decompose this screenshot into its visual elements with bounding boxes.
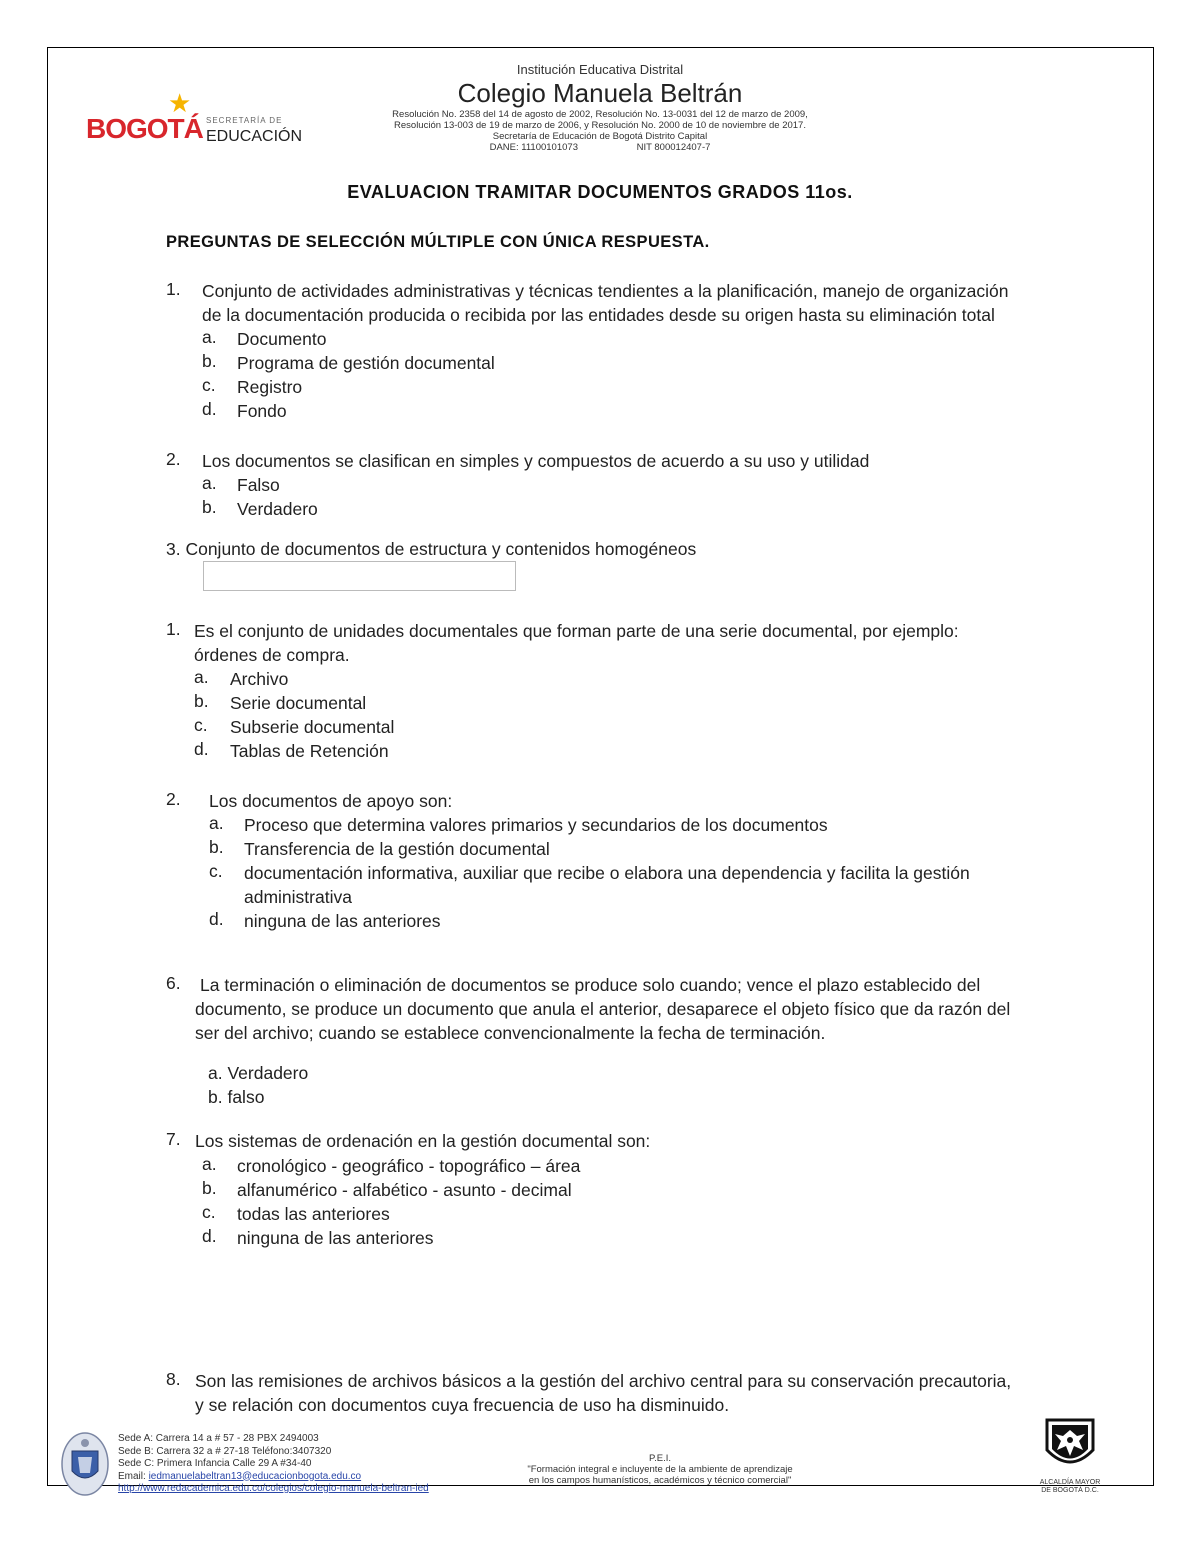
secretaria-line: Secretaría de Educación de Bogotá Distrito Capital	[492, 131, 708, 142]
q7-text-line1: Los sistemas de ordenación en la gestión documental son:	[195, 1131, 651, 1151]
q2-option-letter: a.	[202, 473, 217, 493]
q7-option-b[interactable]: alfanumérico - alfabético - asunto - decimal	[237, 1180, 572, 1200]
q7-option-c[interactable]: todas las anteriores	[237, 1204, 390, 1224]
q4-option-letter: b.	[194, 691, 209, 711]
q3-text: 3. Conjunto de documentos de estructura y contenidos homogéneos	[166, 539, 697, 559]
q7-option-letter: c.	[202, 1202, 216, 1222]
q3-answer-box[interactable]	[203, 561, 516, 591]
q5-number: 2.	[166, 789, 181, 809]
alcaldia-caption: ALCALDÍA MAYOR DE BOGOTÁ D.C.	[1039, 1479, 1101, 1494]
email-label: Email:	[118, 1470, 149, 1482]
resolution-line-1: Resolución No. 2358 del 14 de agosto de 2002, Resolución No. 13-0031 del 12 de marzo de 2009,	[392, 109, 808, 120]
q5-option-c[interactable]: documentación informativa, auxiliar que recibe o elabora una dependencia y facilita la gestión	[244, 863, 970, 883]
q5-option-d[interactable]: ninguna de las anteriores	[244, 911, 441, 931]
q2-option-letter: b.	[202, 497, 217, 517]
sede-a: Sede A: Carrera 14 a # 57 - 28 PBX 2494003	[118, 1433, 319, 1444]
q1-option-a[interactable]: Documento	[237, 329, 327, 349]
logo-secretaria-text: SECRETARÍA DE	[206, 116, 283, 125]
q1-option-c[interactable]: Registro	[237, 377, 303, 397]
logo-educacion-text: EDUCACIÓN	[206, 128, 303, 145]
section-title: PREGUNTAS DE SELECCIÓN MÚLTIPLE CON ÚNICA RESPUESTA.	[166, 233, 710, 251]
q4-option-b[interactable]: Serie documental	[230, 693, 367, 713]
q6-number: 6.	[166, 973, 181, 993]
q6-text-line2: documento, se produce un documento que anula el anterior, desaparece el objeto físico que da razón del	[195, 999, 1011, 1019]
q4-number: 1.	[166, 619, 181, 639]
q8-text-line1: Son las remisiones de archivos básicos a la gestión del archivo central para su conservación precautoria,	[195, 1371, 1012, 1391]
institution-header	[350, 62, 850, 153]
q5-option-a[interactable]: Proceso que determina valores primarios y secundarios de los documentos	[244, 815, 828, 835]
email-link[interactable]: iedmanuelabeltran13@educacionbogota.edu.co	[148, 1470, 362, 1482]
footer-pei	[480, 1453, 840, 1486]
school-name: Colegio Manuela Beltrán	[457, 78, 743, 108]
q6-text-line3: ser del archivo; cuando se establece convencionalmente la fecha de terminación.	[195, 1023, 826, 1043]
page-title: EVALUACION TRAMITAR DOCUMENTOS GRADOS 11os.	[347, 182, 853, 202]
q4-option-a[interactable]: Archivo	[230, 669, 289, 689]
q5-option-b[interactable]: Transferencia de la gestión documental	[244, 839, 550, 859]
alcaldia-logo	[1038, 1416, 1102, 1495]
dane-code: DANE: 11100101073	[489, 142, 578, 153]
nit-code: NIT 800012407-7	[636, 142, 711, 153]
q7-option-letter: a.	[202, 1154, 217, 1174]
logo-bogota-text: BOGOTÁ	[86, 113, 203, 144]
q4-text-line1: Es el conjunto de unidades documentales que forman parte de una serie documental, por ejemplo:	[194, 621, 959, 641]
q1-text-line2: de la documentación producida o recibida por las entidades desde su origen hasta su eliminación total	[202, 305, 995, 325]
q7-option-letter: b.	[202, 1178, 217, 1198]
q5-option-letter: b.	[209, 837, 224, 857]
q6-option-a[interactable]: a. Verdadero	[208, 1063, 309, 1083]
q4-option-d[interactable]: Tablas de Retención	[230, 741, 389, 761]
institution-line: Institución Educativa Distrital	[516, 62, 684, 77]
bogota-education-logo	[86, 88, 316, 150]
q2-text-line1: Los documentos se clasifican en simples y compuestos de acuerdo a su uso y utilidad	[202, 451, 870, 471]
q1-option-letter: b.	[202, 351, 217, 371]
q5-text-line1: Los documentos de apoyo son:	[209, 791, 453, 811]
q5-option-letter: d.	[209, 909, 224, 929]
q4-option-letter: d.	[194, 739, 209, 759]
q1-number: 1.	[166, 279, 181, 299]
email-row	[118, 1471, 429, 1484]
resolution-line-2: Resolución 13-003 de 19 de marzo de 2006, y Resolución No. 2000 de 10 de noviembre de 2017.	[394, 120, 806, 131]
q5-option-letter: c.	[209, 861, 223, 881]
q7-option-letter: d.	[202, 1226, 217, 1246]
sede-c: Sede C: Primera Infancia Calle 29 A #34-40	[118, 1458, 312, 1469]
q2-option-b[interactable]: Verdadero	[237, 499, 318, 519]
q1-option-letter: a.	[202, 327, 217, 347]
motto-line-2: en los campos humanísticos, académicos y técnico comercial"	[528, 1475, 792, 1486]
q7-option-a[interactable]: cronológico - geográfico - topográfico – área	[237, 1156, 581, 1176]
q7-number: 7.	[166, 1129, 181, 1149]
school-crest-icon	[60, 1431, 110, 1497]
q6-option-b[interactable]: b. falso	[208, 1087, 265, 1107]
q6-text-line1: La terminación o eliminación de documentos se produce solo cuando; vence el plazo establecido del	[200, 975, 981, 995]
q4-option-letter: a.	[194, 667, 209, 687]
q1-option-b[interactable]: Programa de gestión documental	[237, 353, 495, 373]
q4-option-letter: c.	[194, 715, 208, 735]
q1-option-d[interactable]: Fondo	[237, 401, 287, 421]
q1-text-line1: Conjunto de actividades administrativas y técnicas tendientes a la planificación, manejo de organización	[202, 281, 1009, 301]
q1-option-letter: d.	[202, 399, 217, 419]
page-border	[47, 47, 1154, 1486]
q1-option-letter: c.	[202, 375, 216, 395]
website-link[interactable]: http://www.redacademica.edu.co/colegios/colegio-manuela-beltran-ied	[118, 1483, 429, 1494]
q8-number: 8.	[166, 1369, 181, 1389]
bogota-coat-of-arms-icon	[1041, 1416, 1099, 1474]
q4-option-c[interactable]: Subserie documental	[230, 717, 395, 737]
q5-option-letter: a.	[209, 813, 224, 833]
q2-option-a[interactable]: Falso	[237, 475, 280, 495]
q2-number: 2.	[166, 449, 181, 469]
star-icon: ★	[168, 88, 192, 118]
pei-label: P.E.I.	[648, 1453, 671, 1464]
q7-option-d[interactable]: ninguna de las anteriores	[237, 1228, 434, 1248]
q4-text-line2: órdenes de compra.	[194, 645, 350, 665]
footer-contact	[118, 1433, 429, 1496]
motto-line-1: "Formación integral e incluyente de la ambiente de aprendizaje	[527, 1464, 793, 1475]
dane-nit-row	[350, 142, 850, 153]
sede-b: Sede B: Carrera 32 a # 27-18 Teléfono:3407320	[118, 1445, 332, 1457]
q8-text-line2: y se relación con documentos cuya frecuencia de uso ha disminuido.	[195, 1395, 730, 1415]
q5-option-c-continued: administrativa	[244, 887, 352, 907]
